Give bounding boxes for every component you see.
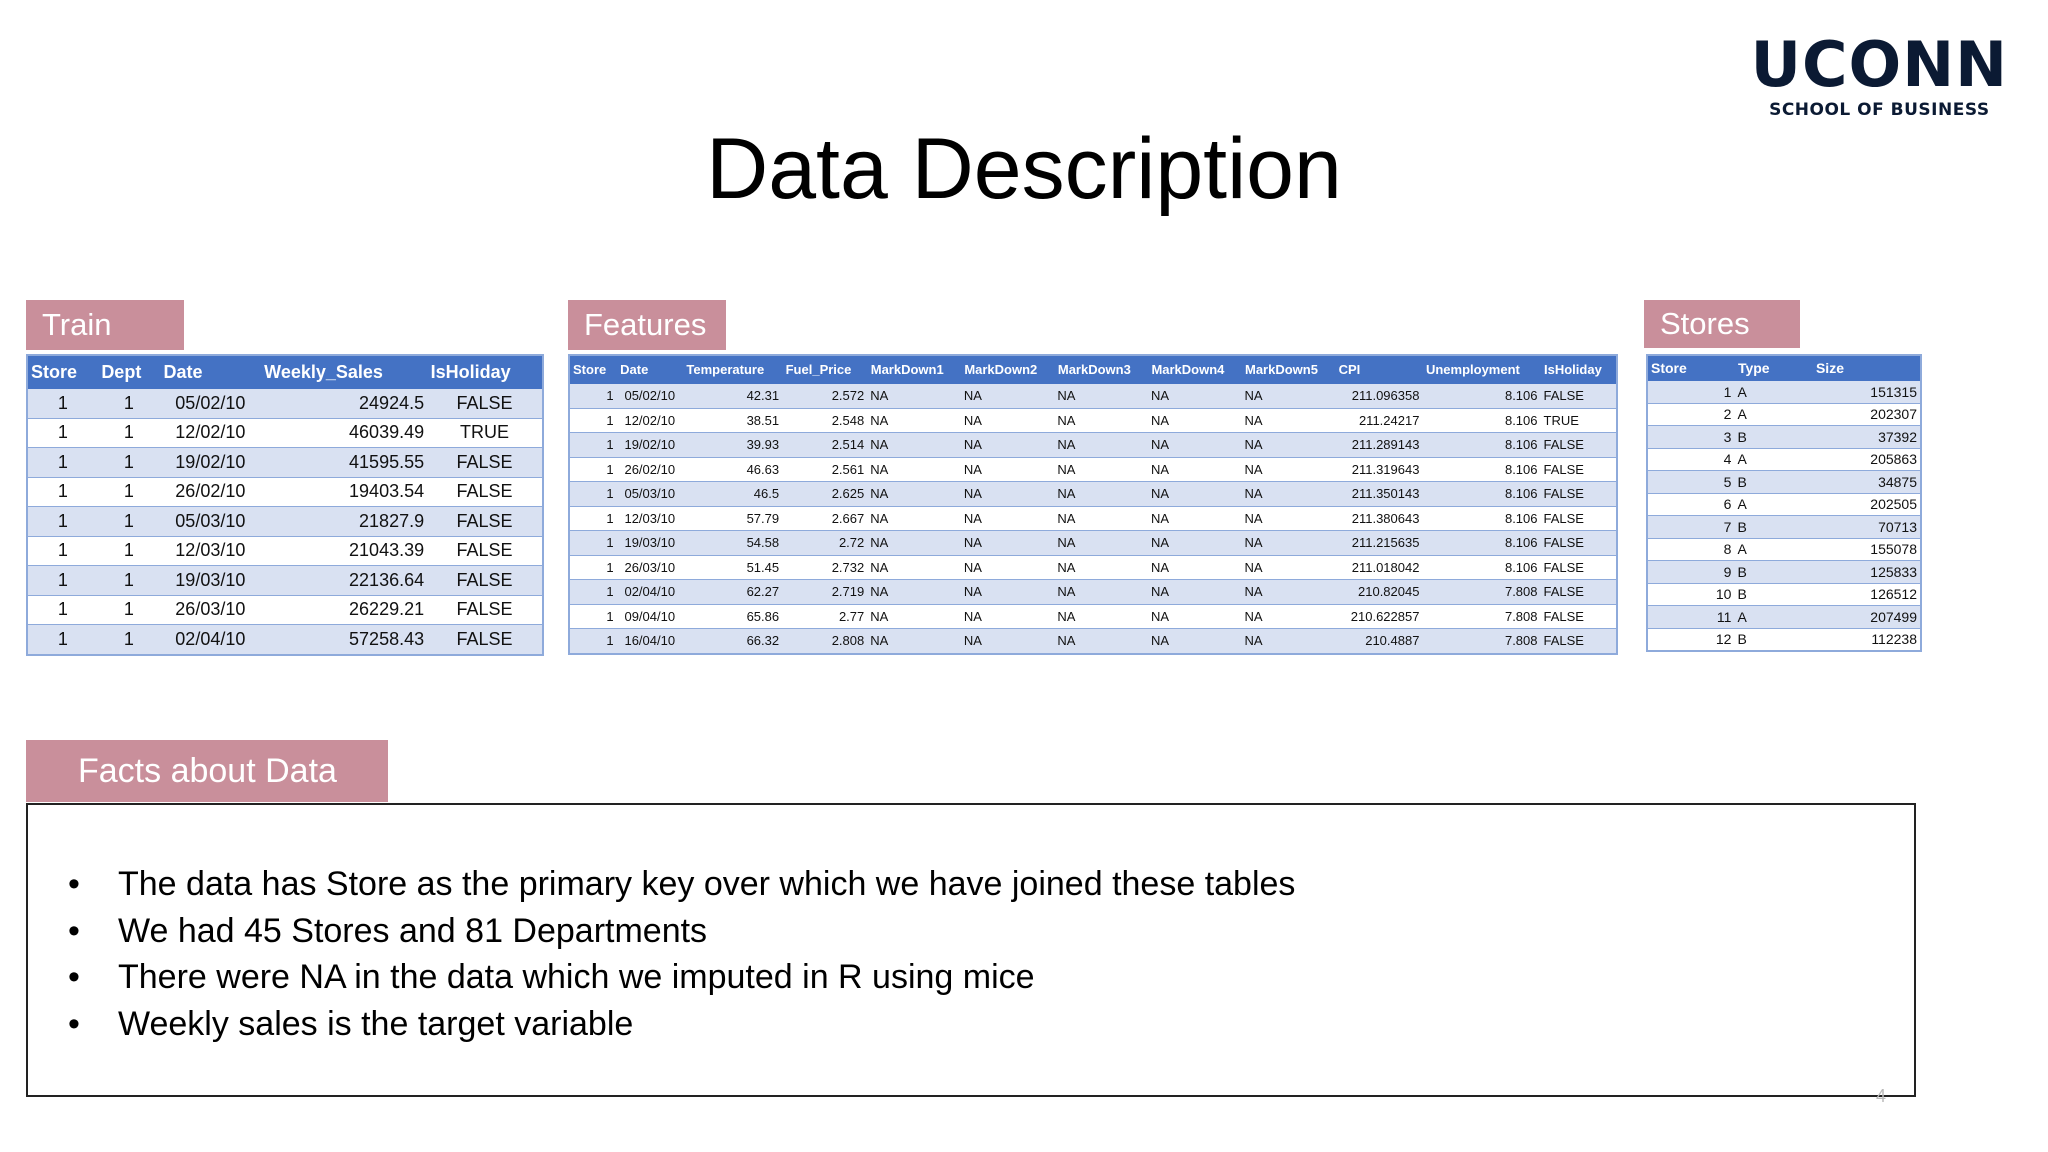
features-cell: FALSE: [1541, 506, 1617, 531]
features-cell: 210.4887: [1335, 629, 1422, 654]
train-cell: 19/03/10: [160, 566, 261, 596]
train-cell: 1: [98, 448, 160, 478]
train-cell: 26/03/10: [160, 595, 261, 625]
table-row: [569, 384, 1617, 409]
stores-cell: 5: [1647, 471, 1734, 494]
train-cell: 24924.5: [261, 389, 427, 419]
features-cell: 8.106: [1422, 408, 1540, 433]
features-cell: 57.79: [683, 506, 782, 531]
table-row: [27, 507, 543, 537]
facts-box: [26, 803, 1916, 1097]
features-cell: 16/04/10: [617, 629, 683, 654]
features-cell: NA: [1054, 629, 1148, 654]
stores-cell: 112238: [1812, 628, 1921, 651]
table-row: [27, 595, 543, 625]
train-cell: 1: [27, 448, 98, 478]
features-cell: 46.5: [683, 482, 782, 507]
stores-cell: B: [1734, 561, 1812, 584]
stores-cell: 2: [1647, 403, 1734, 426]
features-cell: NA: [1148, 629, 1242, 654]
features-cell: NA: [1242, 384, 1336, 409]
stores-cell: 151315: [1812, 381, 1921, 404]
stores-label: Stores: [1644, 300, 1800, 348]
features-header-cell: Fuel_Price: [782, 355, 867, 384]
facts-label: Facts about Data: [26, 740, 388, 802]
logo-wordmark: UCONN: [1750, 28, 2008, 101]
features-cell: 2.667: [782, 506, 867, 531]
features-cell: 8.106: [1422, 531, 1540, 556]
features-cell: NA: [961, 482, 1055, 507]
stores-cell: 4: [1647, 448, 1734, 471]
features-cell: 211.096358: [1335, 384, 1422, 409]
features-cell: TRUE: [1541, 408, 1617, 433]
features-cell: 1: [569, 482, 617, 507]
table-row: [569, 482, 1617, 507]
train-header-cell: Date: [160, 355, 261, 389]
train-cell: 1: [27, 566, 98, 596]
stores-cell: B: [1734, 583, 1812, 606]
table-row: [1647, 448, 1921, 471]
train-cell: 05/03/10: [160, 507, 261, 537]
features-header-row: [569, 355, 1617, 384]
table-row: [27, 448, 543, 478]
table-row: [1647, 538, 1921, 561]
features-cell: 211.24217: [1335, 408, 1422, 433]
features-cell: NA: [1242, 531, 1336, 556]
stores-cell: 155078: [1812, 538, 1921, 561]
train-cell: FALSE: [427, 507, 543, 537]
features-cell: NA: [1242, 457, 1336, 482]
features-cell: FALSE: [1541, 457, 1617, 482]
features-cell: NA: [867, 604, 961, 629]
features-cell: NA: [867, 555, 961, 580]
train-cell: 41595.55: [261, 448, 427, 478]
features-cell: NA: [1054, 531, 1148, 556]
train-header-cell: Weekly_Sales: [261, 355, 427, 389]
train-cell: 19403.54: [261, 477, 427, 507]
features-cell: 1: [569, 604, 617, 629]
features-cell: NA: [961, 506, 1055, 531]
features-cell: 1: [569, 531, 617, 556]
stores-cell: 8: [1647, 538, 1734, 561]
features-cell: 1: [569, 629, 617, 654]
table-row: [27, 418, 543, 448]
features-cell: 211.319643: [1335, 457, 1422, 482]
table-row: [27, 566, 543, 596]
stores-body: [1647, 381, 1921, 652]
features-cell: FALSE: [1541, 604, 1617, 629]
train-cell: 1: [98, 595, 160, 625]
features-cell: NA: [867, 506, 961, 531]
features-cell: NA: [1242, 604, 1336, 629]
stores-cell: 207499: [1812, 606, 1921, 629]
train-cell: 1: [98, 477, 160, 507]
features-cell: 19/02/10: [617, 433, 683, 458]
table-row: [569, 457, 1617, 482]
features-cell: 1: [569, 457, 617, 482]
features-cell: NA: [1054, 482, 1148, 507]
features-header-cell: MarkDown4: [1148, 355, 1242, 384]
features-header-cell: MarkDown5: [1242, 355, 1336, 384]
train-cell: 1: [27, 418, 98, 448]
train-cell: 26/02/10: [160, 477, 261, 507]
features-cell: NA: [1054, 506, 1148, 531]
features-cell: NA: [1054, 580, 1148, 605]
features-cell: 210.82045: [1335, 580, 1422, 605]
train-cell: 1: [27, 507, 98, 537]
train-cell: 21043.39: [261, 536, 427, 566]
features-cell: 09/04/10: [617, 604, 683, 629]
train-cell: 05/02/10: [160, 389, 261, 419]
features-cell: NA: [1242, 433, 1336, 458]
train-cell: 57258.43: [261, 625, 427, 655]
stores-cell: 34875: [1812, 471, 1921, 494]
features-cell: NA: [1242, 555, 1336, 580]
features-cell: 210.622857: [1335, 604, 1422, 629]
features-header-cell: Temperature: [683, 355, 782, 384]
train-cell: 1: [98, 566, 160, 596]
table-row: [569, 629, 1617, 654]
features-cell: NA: [1148, 580, 1242, 605]
features-cell: 211.289143: [1335, 433, 1422, 458]
features-cell: NA: [1148, 506, 1242, 531]
train-cell: 1: [27, 625, 98, 655]
table-row: [1647, 583, 1921, 606]
features-cell: 66.32: [683, 629, 782, 654]
train-header-row: [27, 355, 543, 389]
train-cell: 26229.21: [261, 595, 427, 625]
features-cell: NA: [1054, 433, 1148, 458]
features-cell: 211.350143: [1335, 482, 1422, 507]
stores-cell: 6: [1647, 493, 1734, 516]
features-header-cell: Store: [569, 355, 617, 384]
table-row: [569, 604, 1617, 629]
features-cell: NA: [961, 629, 1055, 654]
table-row: [569, 531, 1617, 556]
stores-cell: A: [1734, 381, 1812, 404]
table-row: [1647, 606, 1921, 629]
features-cell: NA: [1148, 433, 1242, 458]
features-cell: FALSE: [1541, 433, 1617, 458]
features-header-cell: MarkDown2: [961, 355, 1055, 384]
train-cell: FALSE: [427, 566, 543, 596]
stores-cell: A: [1734, 606, 1812, 629]
features-cell: 26/02/10: [617, 457, 683, 482]
features-cell: 8.106: [1422, 457, 1540, 482]
table-row: [1647, 493, 1921, 516]
features-header-cell: Unemployment: [1422, 355, 1540, 384]
train-cell: FALSE: [427, 477, 543, 507]
table-row: [1647, 471, 1921, 494]
train-cell: FALSE: [427, 448, 543, 478]
features-cell: 211.215635: [1335, 531, 1422, 556]
features-cell: NA: [1148, 384, 1242, 409]
features-cell: NA: [961, 555, 1055, 580]
stores-table: [1646, 354, 1922, 652]
features-cell: 1: [569, 506, 617, 531]
features-cell: 39.93: [683, 433, 782, 458]
train-cell: 46039.49: [261, 418, 427, 448]
stores-header-cell: Store: [1647, 355, 1734, 381]
features-cell: NA: [961, 457, 1055, 482]
stores-cell: B: [1734, 471, 1812, 494]
features-cell: NA: [867, 580, 961, 605]
features-cell: NA: [1054, 555, 1148, 580]
table-row: [1647, 426, 1921, 449]
features-cell: 38.51: [683, 408, 782, 433]
table-row: [27, 625, 543, 655]
stores-cell: 3: [1647, 426, 1734, 449]
train-label: Train: [26, 300, 184, 350]
train-cell: FALSE: [427, 625, 543, 655]
features-cell: FALSE: [1541, 580, 1617, 605]
features-cell: 46.63: [683, 457, 782, 482]
features-cell: NA: [961, 408, 1055, 433]
train-cell: 1: [27, 595, 98, 625]
features-cell: 2.572: [782, 384, 867, 409]
features-cell: FALSE: [1541, 531, 1617, 556]
stores-header-cell: Type: [1734, 355, 1812, 381]
features-cell: 2.625: [782, 482, 867, 507]
stores-cell: A: [1734, 493, 1812, 516]
features-cell: NA: [1148, 531, 1242, 556]
features-header-cell: Date: [617, 355, 683, 384]
stores-cell: 10: [1647, 583, 1734, 606]
features-cell: NA: [1242, 408, 1336, 433]
table-row: [1647, 628, 1921, 651]
features-cell: 26/03/10: [617, 555, 683, 580]
features-cell: NA: [867, 433, 961, 458]
features-cell: 2.72: [782, 531, 867, 556]
features-cell: 2.719: [782, 580, 867, 605]
stores-cell: 125833: [1812, 561, 1921, 584]
logo-subtitle: SCHOOL OF BUSINESS: [1769, 100, 1990, 120]
features-cell: 2.561: [782, 457, 867, 482]
stores-cell: 202307: [1812, 403, 1921, 426]
features-cell: 1: [569, 433, 617, 458]
features-cell: NA: [867, 482, 961, 507]
stores-header-cell: Size: [1812, 355, 1921, 381]
features-cell: NA: [867, 408, 961, 433]
features-cell: 05/03/10: [617, 482, 683, 507]
features-cell: 8.106: [1422, 482, 1540, 507]
table-row: [1647, 561, 1921, 584]
features-cell: 02/04/10: [617, 580, 683, 605]
features-header-cell: IsHoliday: [1541, 355, 1617, 384]
train-cell: 12/03/10: [160, 536, 261, 566]
train-cell: 1: [27, 477, 98, 507]
fact-item: • The data has Store as the primary key over which we have joined these tables: [68, 861, 1295, 908]
features-cell: 211.018042: [1335, 555, 1422, 580]
stores-cell: A: [1734, 403, 1812, 426]
features-cell: NA: [1054, 384, 1148, 409]
train-cell: FALSE: [427, 536, 543, 566]
features-cell: NA: [1148, 482, 1242, 507]
features-label: Features: [568, 300, 726, 350]
features-cell: NA: [1054, 604, 1148, 629]
train-cell: 02/04/10: [160, 625, 261, 655]
features-cell: 2.77: [782, 604, 867, 629]
train-cell: 12/02/10: [160, 418, 261, 448]
features-cell: 2.548: [782, 408, 867, 433]
train-cell: 1: [98, 507, 160, 537]
table-row: [27, 477, 543, 507]
stores-cell: 12: [1647, 628, 1734, 651]
fact-item: • We had 45 Stores and 81 Departments: [68, 908, 1295, 955]
features-cell: 62.27: [683, 580, 782, 605]
features-cell: NA: [867, 531, 961, 556]
features-cell: NA: [961, 580, 1055, 605]
stores-cell: 7: [1647, 516, 1734, 539]
stores-cell: 11: [1647, 606, 1734, 629]
stores-cell: 1: [1647, 381, 1734, 404]
features-cell: NA: [1148, 457, 1242, 482]
table-row: [1647, 516, 1921, 539]
stores-cell: B: [1734, 426, 1812, 449]
train-cell: FALSE: [427, 595, 543, 625]
train-cell: 21827.9: [261, 507, 427, 537]
train-cell: 1: [27, 536, 98, 566]
features-cell: NA: [1054, 408, 1148, 433]
train-cell: 22136.64: [261, 566, 427, 596]
features-cell: NA: [1242, 506, 1336, 531]
table-row: [569, 433, 1617, 458]
features-cell: 211.380643: [1335, 506, 1422, 531]
features-cell: NA: [1148, 604, 1242, 629]
stores-cell: B: [1734, 516, 1812, 539]
table-row: [569, 506, 1617, 531]
table-row: [569, 580, 1617, 605]
features-cell: 7.808: [1422, 604, 1540, 629]
features-cell: 8.106: [1422, 384, 1540, 409]
features-cell: NA: [1242, 629, 1336, 654]
stores-cell: 202505: [1812, 493, 1921, 516]
features-cell: 65.86: [683, 604, 782, 629]
features-cell: 54.58: [683, 531, 782, 556]
features-cell: 42.31: [683, 384, 782, 409]
page-title: Data Description: [706, 121, 1342, 217]
table-row: [1647, 381, 1921, 404]
features-cell: 12/02/10: [617, 408, 683, 433]
features-cell: NA: [1148, 408, 1242, 433]
train-cell: 1: [98, 536, 160, 566]
features-cell: 1: [569, 384, 617, 409]
train-cell: 1: [98, 389, 160, 419]
stores-cell: 126512: [1812, 583, 1921, 606]
features-cell: NA: [867, 384, 961, 409]
table-row: [569, 408, 1617, 433]
stores-cell: 205863: [1812, 448, 1921, 471]
features-table: [568, 354, 1618, 655]
features-cell: 2.732: [782, 555, 867, 580]
features-header-cell: MarkDown3: [1054, 355, 1148, 384]
train-cell: 1: [27, 389, 98, 419]
features-cell: NA: [1242, 580, 1336, 605]
features-cell: 19/03/10: [617, 531, 683, 556]
train-cell: 1: [98, 418, 160, 448]
train-cell: FALSE: [427, 389, 543, 419]
train-cell: 1: [98, 625, 160, 655]
features-cell: 1: [569, 555, 617, 580]
features-cell: NA: [1242, 482, 1336, 507]
fact-item: • There were NA in the data which we imputed in R using mice: [68, 954, 1295, 1001]
features-cell: 12/03/10: [617, 506, 683, 531]
features-cell: 1: [569, 580, 617, 605]
table-row: [1647, 403, 1921, 426]
stores-cell: A: [1734, 448, 1812, 471]
table-row: [27, 536, 543, 566]
stores-cell: 37392: [1812, 426, 1921, 449]
features-cell: FALSE: [1541, 482, 1617, 507]
train-body: [27, 389, 543, 655]
features-cell: 7.808: [1422, 580, 1540, 605]
fact-item: • Weekly sales is the target variable: [68, 1001, 1295, 1048]
features-cell: 2.514: [782, 433, 867, 458]
stores-header-row: [1647, 355, 1921, 381]
features-cell: NA: [961, 433, 1055, 458]
train-header-cell: Store: [27, 355, 98, 389]
features-cell: FALSE: [1541, 629, 1617, 654]
features-cell: FALSE: [1541, 555, 1617, 580]
features-cell: 2.808: [782, 629, 867, 654]
features-header-cell: CPI: [1335, 355, 1422, 384]
features-cell: NA: [1148, 555, 1242, 580]
uconn-logo: [1750, 28, 2008, 120]
features-cell: 8.106: [1422, 433, 1540, 458]
features-cell: NA: [867, 629, 961, 654]
features-cell: NA: [1054, 457, 1148, 482]
features-cell: NA: [961, 604, 1055, 629]
train-cell: TRUE: [427, 418, 543, 448]
features-body: [569, 384, 1617, 654]
features-cell: 8.106: [1422, 506, 1540, 531]
features-cell: NA: [961, 384, 1055, 409]
facts-list: [68, 861, 1295, 1047]
features-cell: 51.45: [683, 555, 782, 580]
features-header-cell: MarkDown1: [867, 355, 961, 384]
features-cell: NA: [867, 457, 961, 482]
features-cell: 05/02/10: [617, 384, 683, 409]
train-cell: 19/02/10: [160, 448, 261, 478]
features-cell: 1: [569, 408, 617, 433]
train-header-cell: Dept: [98, 355, 160, 389]
features-cell: 8.106: [1422, 555, 1540, 580]
stores-cell: 9: [1647, 561, 1734, 584]
table-row: [27, 389, 543, 419]
stores-cell: 70713: [1812, 516, 1921, 539]
stores-cell: A: [1734, 538, 1812, 561]
table-row: [569, 555, 1617, 580]
features-cell: NA: [961, 531, 1055, 556]
features-cell: FALSE: [1541, 384, 1617, 409]
train-table: [26, 354, 544, 656]
page-number: 4: [1876, 1086, 1887, 1106]
stores-cell: B: [1734, 628, 1812, 651]
train-header-cell: IsHoliday: [427, 355, 543, 389]
features-cell: 7.808: [1422, 629, 1540, 654]
